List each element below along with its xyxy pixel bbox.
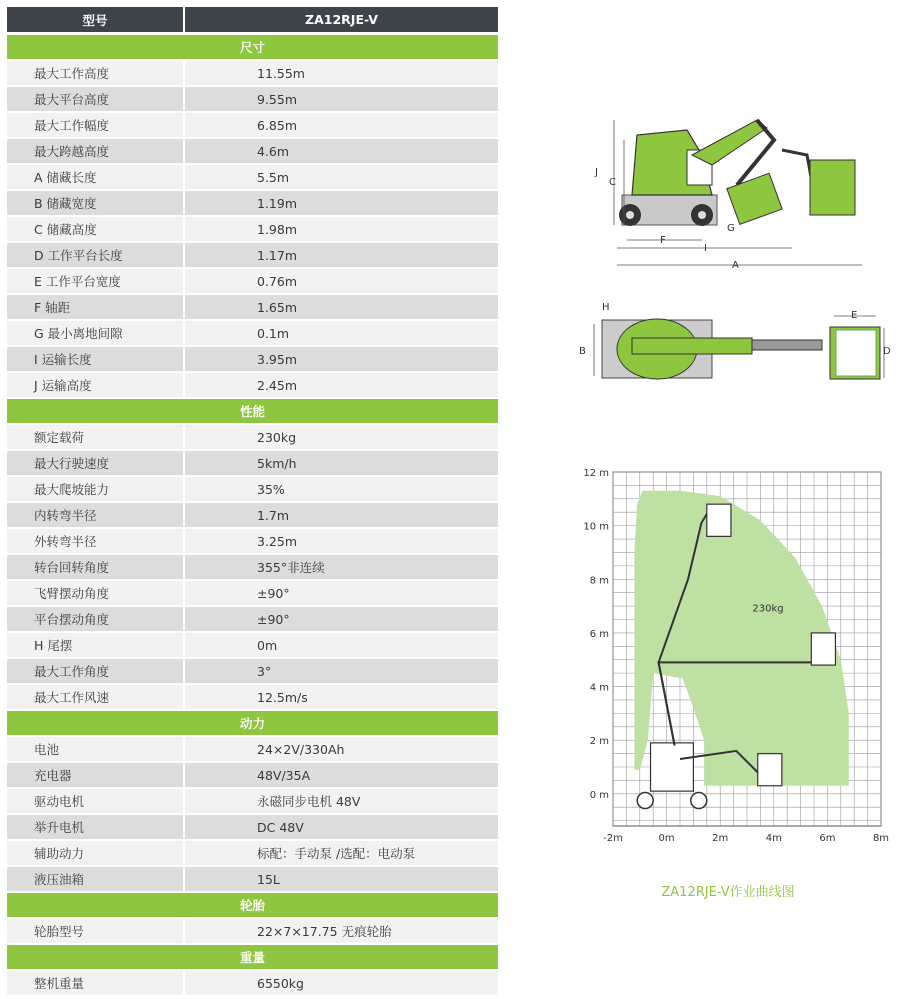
y-tick-label: 8 m: [589, 575, 609, 587]
dim-label-i: I: [704, 243, 707, 254]
spec-value: ±90°: [185, 581, 498, 605]
y-tick-label: 10 m: [583, 521, 609, 533]
spec-label: 额定载荷: [7, 425, 183, 449]
wheel: [691, 793, 707, 809]
spec-value: 11.55m: [185, 61, 498, 85]
table-row: [7, 607, 498, 631]
spec-label: 最大工作风速: [7, 685, 183, 709]
spec-value: 6.85m: [185, 113, 498, 137]
table-row: [7, 87, 498, 111]
spec-value: 1.65m: [185, 295, 498, 319]
spec-label: H 尾摆: [7, 633, 183, 657]
spec-value: 4.6m: [185, 139, 498, 163]
header-model: ZA12RJE-V: [185, 7, 498, 32]
spec-label: 举升电机: [7, 815, 183, 839]
spec-value: 3.95m: [185, 347, 498, 371]
spec-label: 驱动电机: [7, 789, 183, 813]
spec-value: 3°: [185, 659, 498, 683]
y-tick-label: 0 m: [589, 789, 609, 801]
table-row: [7, 529, 498, 553]
table-row: [7, 217, 498, 241]
dim-label-a: A: [732, 260, 739, 271]
spec-value: 标配：手动泵 /选配：电动泵: [185, 841, 498, 865]
table-row: [7, 373, 498, 397]
spec-value: 3.25m: [185, 529, 498, 553]
table-row: [7, 425, 498, 449]
spec-value: 355°非连续: [185, 555, 498, 579]
platform-low: [758, 754, 782, 786]
spec-label: 电池: [7, 737, 183, 761]
table-row: [7, 555, 498, 579]
table-row: [7, 477, 498, 501]
spec-label: 液压油箱: [7, 867, 183, 891]
table-row: [7, 659, 498, 683]
spec-label: 最大工作角度: [7, 659, 183, 683]
spec-value: 22×7×17.75 无痕轮胎: [185, 919, 498, 943]
spec-label: E 工作平台宽度: [7, 269, 183, 293]
spec-value: 12.5m/s: [185, 685, 498, 709]
spec-value: 35%: [185, 477, 498, 501]
table-row: [7, 789, 498, 813]
spec-label: 最大工作幅度: [7, 113, 183, 137]
table-row: [7, 737, 498, 761]
work-range-chart: [572, 460, 892, 860]
table-row: [7, 867, 498, 891]
spec-label: C 储藏高度: [7, 217, 183, 241]
table-row: [7, 503, 498, 527]
spec-value: 9.55m: [185, 87, 498, 111]
spec-label: 充电器: [7, 763, 183, 787]
spec-value: 230kg: [185, 425, 498, 449]
section-title: 尺寸: [7, 35, 498, 59]
header-label: 型号: [7, 7, 183, 32]
dim-label-d: D: [883, 346, 891, 357]
spec-label: B 储藏宽度: [7, 191, 183, 215]
top-view-diagram: [572, 298, 892, 386]
spec-value: 24×2V/330Ah: [185, 737, 498, 761]
x-tick-label: 8m: [872, 833, 890, 844]
table-row: [7, 321, 498, 345]
table-row: [7, 243, 498, 267]
table-row: [7, 581, 498, 605]
spec-value: 1.98m: [185, 217, 498, 241]
spec-label: 辅助动力: [7, 841, 183, 865]
spec-label: 轮胎型号: [7, 919, 183, 943]
chart-caption: ZA12RJE-V作业曲线图: [661, 885, 795, 900]
table-row: [7, 685, 498, 709]
section-title: 轮胎: [7, 893, 498, 917]
table-row: [7, 269, 498, 293]
section-title: 性能: [7, 399, 498, 423]
dim-label-e: E: [851, 310, 858, 321]
spec-label: D 工作平台长度: [7, 243, 183, 267]
table-row: [7, 763, 498, 787]
spec-label: 最大工作高度: [7, 61, 183, 85]
spec-value: 0.1m: [185, 321, 498, 345]
section-title: 动力: [7, 711, 498, 735]
table-row: [7, 295, 498, 319]
spec-label: 内转弯半径: [7, 503, 183, 527]
spec-value: 0m: [185, 633, 498, 657]
table-row: [7, 841, 498, 865]
spec-label: I 运输长度: [7, 347, 183, 371]
spec-label: 最大爬坡能力: [7, 477, 183, 501]
x-tick-label: 4m: [765, 833, 782, 844]
spec-value: 永磁同步电机 48V: [185, 789, 498, 813]
spec-value: 1.7m: [185, 503, 498, 527]
spec-value: DC 48V: [185, 815, 498, 839]
table-row: [7, 113, 498, 137]
x-tick-label: -2m: [603, 833, 623, 844]
table-row: [7, 633, 498, 657]
spec-label: 最大行驶速度: [7, 451, 183, 475]
y-tick-label: 12 m: [583, 468, 609, 479]
spec-value: 5km/h: [185, 451, 498, 475]
table-row: [7, 971, 498, 995]
table-row: [7, 61, 498, 85]
x-tick-label: 6m: [819, 833, 836, 844]
spec-label: 飞臂摆动角度: [7, 581, 183, 605]
spec-value: 2.45m: [185, 373, 498, 397]
table-row: [7, 165, 498, 189]
spec-value: 0.76m: [185, 269, 498, 293]
spec-value: 15L: [185, 867, 498, 891]
platform-high: [707, 504, 731, 536]
table-row: [7, 347, 498, 371]
spec-label: 平台摆动角度: [7, 607, 183, 631]
side-view-machine: [614, 120, 862, 265]
spec-value: 1.19m: [185, 191, 498, 215]
table-row: [7, 451, 498, 475]
spec-value: 6550kg: [185, 971, 498, 995]
load-label: 230kg: [752, 603, 784, 615]
table-row: [7, 191, 498, 215]
dim-label-j: J: [595, 167, 598, 178]
spec-label: 最大跨越高度: [7, 139, 183, 163]
x-tick-label: 0m: [658, 833, 675, 844]
y-tick-label: 2 m: [589, 736, 609, 748]
spec-value: 1.17m: [185, 243, 498, 267]
table-header: [7, 7, 498, 32]
machine-body: [651, 743, 694, 791]
spec-value: 5.5m: [185, 165, 498, 189]
spec-label: 外转弯半径: [7, 529, 183, 553]
spec-label: 最大平台高度: [7, 87, 183, 111]
platform-mid: [811, 633, 835, 665]
top-view-machine: [594, 316, 884, 379]
table-row: [7, 139, 498, 163]
spec-label: G 最小离地间隙: [7, 321, 183, 345]
y-tick-label: 6 m: [589, 628, 609, 640]
spec-label: J 运输高度: [7, 373, 183, 397]
spec-value: 48V/35A: [185, 763, 498, 787]
y-tick-label: 4 m: [589, 682, 609, 694]
spec-label: F 轴距: [7, 295, 183, 319]
dim-label-g: G: [727, 223, 735, 234]
section-title: 重量: [7, 945, 498, 969]
spec-label: 转台回转角度: [7, 555, 183, 579]
side-view-diagram: [592, 100, 872, 275]
dim-label-b: B: [579, 346, 586, 357]
spec-table: [7, 7, 498, 997]
dim-label-c: C: [609, 177, 616, 188]
x-tick-label: 2m: [712, 833, 729, 844]
dim-label-h: H: [602, 302, 610, 313]
table-row: [7, 919, 498, 943]
spec-label: A 储藏长度: [7, 165, 183, 189]
dim-label-f: F: [660, 235, 666, 246]
spec-label: 整机重量: [7, 971, 183, 995]
wheel: [637, 793, 653, 809]
spec-value: ±90°: [185, 607, 498, 631]
table-row: [7, 815, 498, 839]
